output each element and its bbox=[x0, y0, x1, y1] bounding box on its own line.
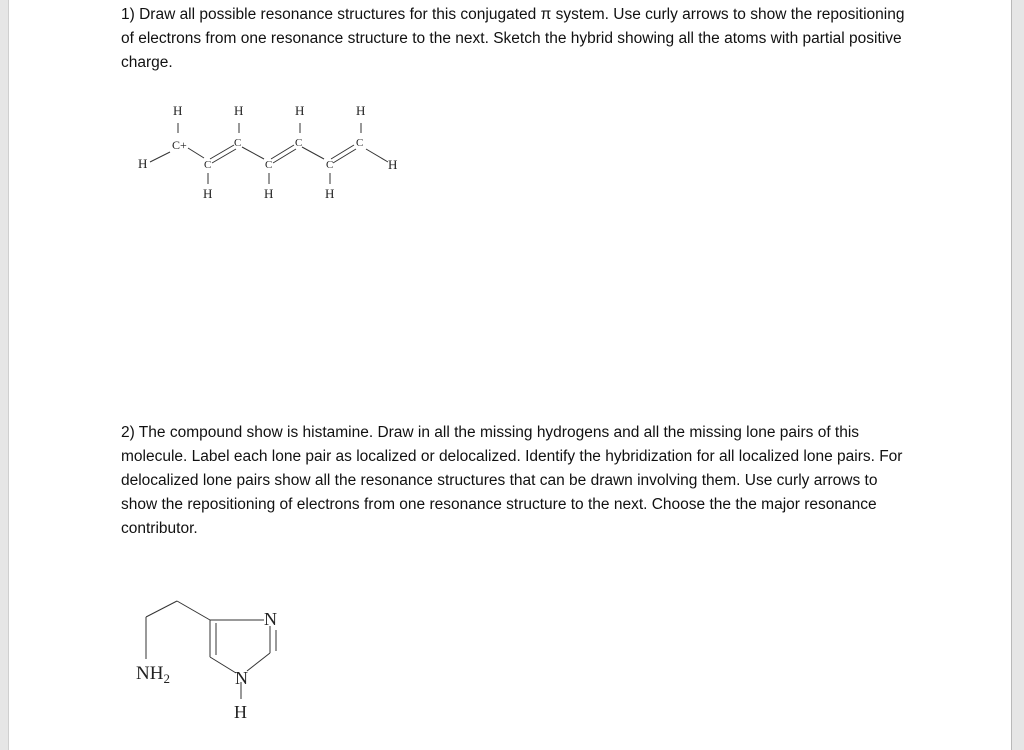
atom-c-6: C bbox=[326, 159, 334, 171]
atom-n-ring-bottom: N bbox=[235, 668, 248, 688]
conjugated-cation-structure bbox=[130, 95, 420, 210]
question-2-text: 2) The compound show is histamine. Draw in all the missing hydrogens and all the missing lone pairs of this molecule. Label each lone pair as localized or delocalized. Identify the hybridization for all localized lone pairs. For delocalized lone pairs show all the resonance structures that can be drawn involving them. Use curly arrows to show the repositioning of electrons from one resonance structure to the next. Choose the the major resonance contributor. bbox=[121, 424, 903, 537]
atom-n-ring-top: N bbox=[264, 609, 277, 629]
question-1-text: 1) Draw all possible resonance structures for this conjugated π system. Use curly arrows to show the repositioning of electrons from one resonance structure to the next. Sketch the hybrid showing all the atoms with partial positive charge. bbox=[121, 6, 905, 71]
page-margin-right bbox=[1012, 0, 1024, 750]
atom-c-7: C bbox=[356, 137, 364, 149]
page-edge-left bbox=[8, 0, 9, 750]
atom-c-5: C bbox=[295, 137, 303, 149]
atom-c-2: C bbox=[204, 159, 212, 171]
atom-c-4: C bbox=[265, 159, 273, 171]
atom-h-top-1: H bbox=[173, 103, 183, 118]
atom-h-on-n: H bbox=[234, 702, 247, 722]
atom-h-right: H bbox=[388, 157, 398, 172]
atom-c-3: C bbox=[234, 137, 242, 149]
atom-nh2 bbox=[136, 663, 170, 686]
atom-h-top-2: H bbox=[234, 103, 244, 118]
atom-h-top-4: H bbox=[356, 103, 366, 118]
atom-h-bottom-2: H bbox=[264, 186, 274, 201]
atom-h-bottom-3: H bbox=[325, 186, 335, 201]
atom-h-bottom-1: H bbox=[203, 186, 213, 201]
atom-h-left: H bbox=[138, 156, 148, 171]
histamine-structure bbox=[130, 595, 300, 730]
atom-c-cation: C+ bbox=[172, 138, 187, 152]
atom-h-top-3: H bbox=[295, 103, 305, 118]
atom-nh2-subscript: 2 bbox=[163, 671, 170, 686]
page-margin-left bbox=[0, 0, 8, 750]
atom-nh2-symbol: NH bbox=[136, 663, 164, 684]
